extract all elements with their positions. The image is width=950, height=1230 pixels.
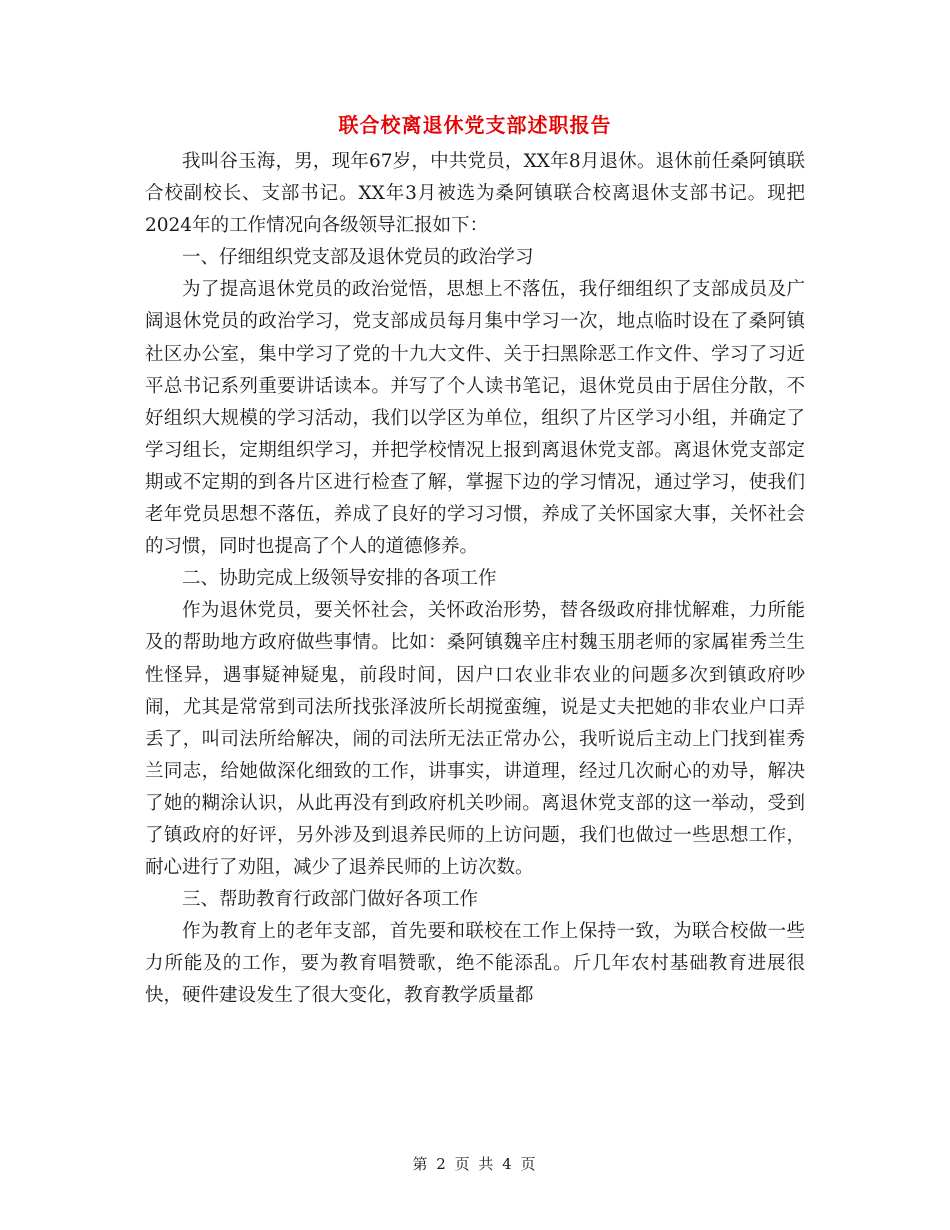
paragraph-section-2: 作为退休党员，要关怀社会，关怀政治形势，替各级政府排忧解难，力所能及的帮助地方政府做些事情。比如：桑阿镇魏辛庄村魏玉朋老师的家属崔秀兰生性怪异，遇事疑神疑鬼，前段时间，因户口农业非农业的问题多次到镇政府吵闹，尤其是常常到司法所找张泽波所长胡搅蛮缠，说是丈夫把她的非农业户口弄丢了，叫司法所给解决，闹的司法所无法正常办公，我听说后主动上门找到崔秀兰同志，给她做深化细致的工作，讲事实，讲道理，经过几次耐心的劝导，解决了她的糊涂认识，从此再没有到政府机关吵闹。离退休党支部的这一举动，受到了镇政府的好评，另外涉及到退养民师的上访问题，我们也做过一些思想工作，耐心进行了劝阻，减少了退养民师的上访次数。 (145, 600, 805, 879)
paragraph-section-1: 为了提高退休党员的政治觉悟，思想上不落伍，我仔细组织了支部成员及广阔退休党员的政治学习，党支部成员每月集中学习一次，地点临时设在了桑阿镇社区办公室，集中学习了党的十九大文件、关于扫黑除恶工作文件、学习了习近平总书记系列重要讲话读本。并写了个人读书笔记，退休党员由于居住分散，不好组织大规模的学习活动，我们以学区为单位，组织了片区学习小组，并确定了学习组长，定期组织学习，并把学校情况上报到离退休党支部。离退休党支部定期或不定期的到各片区进行检查了解，掌握下边的学习情况，通过学习，使我们老年党员思想不落伍，养成了良好的学习习惯，养成了关怀国家大事，关怀社会的习惯，同时也提高了个人的道德修养。 (145, 279, 805, 558)
document-body (145, 146, 805, 1013)
section-heading-2: 二、协助完成上级领导安排的各项工作 (182, 568, 497, 590)
section-heading-3: 三、帮助教育行政部门做好各项工作 (182, 889, 479, 911)
document-title: 联合校离退休党支部述职报告 (338, 113, 612, 137)
page-footer: 第 2 页 共 4 页 (412, 1155, 538, 1173)
section-heading-1: 一、仔细组织党支部及退休党员的政治学习 (182, 247, 534, 269)
paragraph-section-3: 作为教育上的老年支部，首先要和联校在工作上保持一致，为联合校做一些力所能及的工作，要为教育唱赞歌，绝不能添乱。斤几年农村基础教育进展很快，硬件建设发生了很大变化，教育教学质量都 (145, 921, 805, 1007)
paragraph-intro: 我叫谷玉海，男，现年67岁，中共党员，XX年8月退休。退休前任桑阿镇联合校副校长、支部书记。XX年3月被选为桑阿镇联合校离退休支部书记。现把2024年的工作情况向各级领导汇报如下： (145, 151, 805, 237)
